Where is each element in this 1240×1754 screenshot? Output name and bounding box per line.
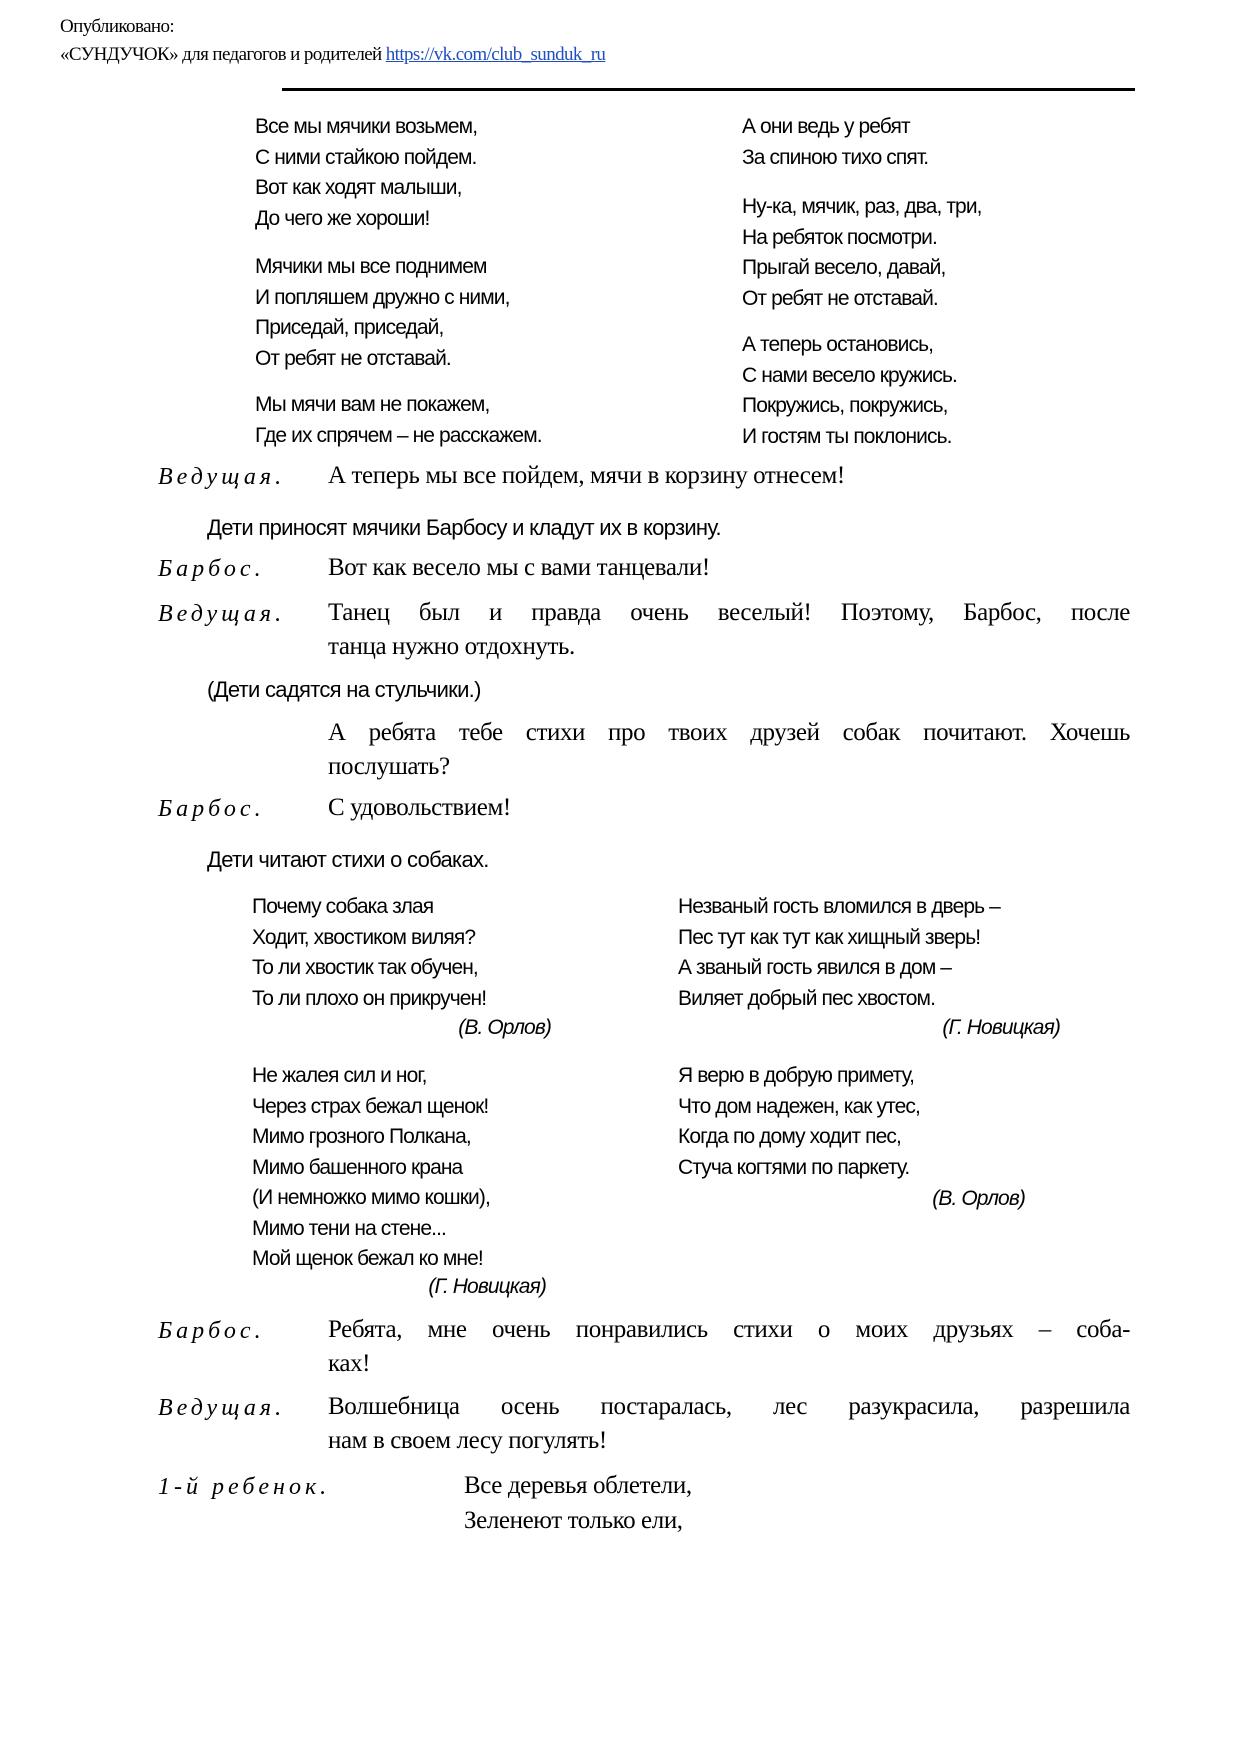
verse-line: Стуча когтями по паркету. xyxy=(678,1155,910,1179)
speech-text: танца нужно отдохнуть. xyxy=(328,633,575,660)
poem1-right-stanza-1 xyxy=(742,112,928,173)
speaker-name: Барбос. xyxy=(158,796,265,822)
speech-text: Зеленеют только ели, xyxy=(464,1507,683,1534)
verse-line: За спиною тихо спят. xyxy=(742,145,929,169)
verse-line: От ребят не отставай. xyxy=(255,346,451,370)
poem1-left-stanza-3 xyxy=(255,390,542,451)
verse-line: Я верю в добрую примету, xyxy=(678,1064,915,1087)
speaker-name: Барбос. xyxy=(158,1318,265,1344)
verse-line: Мимо тени на стене... xyxy=(252,1216,446,1240)
speaker-name: Барбос. xyxy=(158,556,265,582)
verse-line: То ли плохо он прикручен! xyxy=(252,986,487,1010)
verse-line: Незваный гость вломился в дверь – xyxy=(678,895,1000,918)
verse-line: Вот как ходят малыши, xyxy=(255,176,462,199)
verse-line: Приседай, приседай, xyxy=(255,316,444,339)
verse-line: На ребяток посмотри. xyxy=(742,225,937,249)
verse-line: Что дом надежен, как утес, xyxy=(678,1094,920,1118)
verse-line: И попляшем дружно с ними, xyxy=(255,285,510,309)
verse-line: До чего же хороши! xyxy=(255,206,430,230)
speech-text: нам в своем лесу погулять! xyxy=(328,1427,607,1454)
speech-text: Волшебница осень постаралась, лес разукрасила, разрешила xyxy=(328,1393,1130,1420)
divider xyxy=(282,88,1135,91)
verse-line: Ходит, хвостиком виляя? xyxy=(252,925,476,949)
speaker-name: Ведущая. xyxy=(158,1395,286,1421)
verse-line: Не жалея сил и ног, xyxy=(252,1064,427,1087)
speaker-name: 1-й ребенок. xyxy=(158,1474,331,1500)
speech-text: Танец был и правда очень веселый! Поэтому, Барбос, после xyxy=(328,599,1130,626)
verse-line: От ребят не отставай. xyxy=(742,286,938,310)
poem-author: (Г. Новицкая) xyxy=(942,1016,1060,1039)
speech-text: Все деревья облетели, xyxy=(464,1472,692,1499)
poem-author: (В. Орлов) xyxy=(932,1187,1025,1210)
verse-line: Мой щенок бежал ко мне! xyxy=(252,1247,483,1270)
poem-author: (Г. Новицкая) xyxy=(428,1275,546,1298)
poem2-a xyxy=(252,892,486,1014)
verse-line: Когда по дому ходит пес, xyxy=(678,1125,901,1148)
verse-line: Где их спрячем – не расскажем. xyxy=(255,423,542,447)
speech-text: А теперь мы все пойдем, мячи в корзину отнесем! xyxy=(328,462,845,489)
verse-line: Покружись, покружись, xyxy=(742,394,948,417)
verse-line: С ними стайкою пойдем. xyxy=(255,145,477,169)
poem2-d xyxy=(678,1061,920,1183)
speech-text: Ребята, мне очень понравились стихи о моих друзьях – соба- xyxy=(328,1316,1130,1343)
stage-direction: (Дети садятся на стульчики.) xyxy=(207,677,481,702)
poem-author: (В. Орлов) xyxy=(458,1016,551,1039)
verse-line: Мимо грозного Полкана, xyxy=(252,1125,471,1148)
verse-line: А теперь остановись, xyxy=(742,333,934,356)
speaker-name: Ведущая. xyxy=(158,601,286,627)
source-line xyxy=(60,44,605,66)
verse-line: Ну-ка, мячик, раз, два, три, xyxy=(742,195,982,218)
verse-line: Мы мячи вам не покажем, xyxy=(255,393,490,416)
poem2-c xyxy=(252,1061,490,1275)
verse-line: А званый гость явился в дом – xyxy=(678,956,952,979)
poem1-right-stanza-2 xyxy=(742,192,982,314)
speaker-name: Ведущая. xyxy=(158,464,286,490)
verse-line: Все мы мячики возьмем, xyxy=(255,115,478,138)
source-link[interactable]: https://vk.com/club_sunduk_ru xyxy=(385,44,606,65)
verse-line: Виляет добрый пес хвостом. xyxy=(678,986,936,1010)
verse-line: Почему собака злая xyxy=(252,895,434,918)
verse-line: Пес тут как тут как хищный зверь! xyxy=(678,925,981,949)
source-text: «СУНДУЧОК» для педагогов и родителей xyxy=(60,44,382,65)
verse-line: И гостям ты поклонись. xyxy=(742,424,952,448)
verse-line: С нами весело кружись. xyxy=(742,363,957,387)
speech-text: А ребята тебе стихи про твоих друзей собак почитают. Хочешь xyxy=(328,719,1130,746)
speech-text: Вот как весело мы с вами танцевали! xyxy=(328,554,710,581)
verse-line: Мимо башенного крана xyxy=(252,1155,463,1179)
verse-line: Мячики мы все поднимем xyxy=(255,255,487,278)
verse-line: А они ведь у ребят xyxy=(742,115,910,138)
poem2-b xyxy=(678,892,1000,1014)
poem1-left-stanza-1 xyxy=(255,112,477,234)
verse-line: То ли хвостик так обучен, xyxy=(252,956,478,979)
published-label: Опубликовано: xyxy=(60,16,175,37)
speech-text: С удовольствием! xyxy=(328,794,511,821)
verse-line: Через страх бежал щенок! xyxy=(252,1094,489,1118)
poem1-right-stanza-3 xyxy=(742,330,957,452)
stage-direction: Дети читают стихи о собаках. xyxy=(207,847,489,872)
speech-text: ках! xyxy=(328,1350,371,1377)
poem1-left-stanza-2 xyxy=(255,252,510,374)
verse-line: (И немножко мимо кошки), xyxy=(252,1186,490,1209)
speech-text: послушать? xyxy=(328,753,450,780)
verse-line: Прыгай весело, давай, xyxy=(742,256,946,279)
stage-direction: Дети приносят мячики Барбосу и кладут их в корзину. xyxy=(207,515,721,540)
